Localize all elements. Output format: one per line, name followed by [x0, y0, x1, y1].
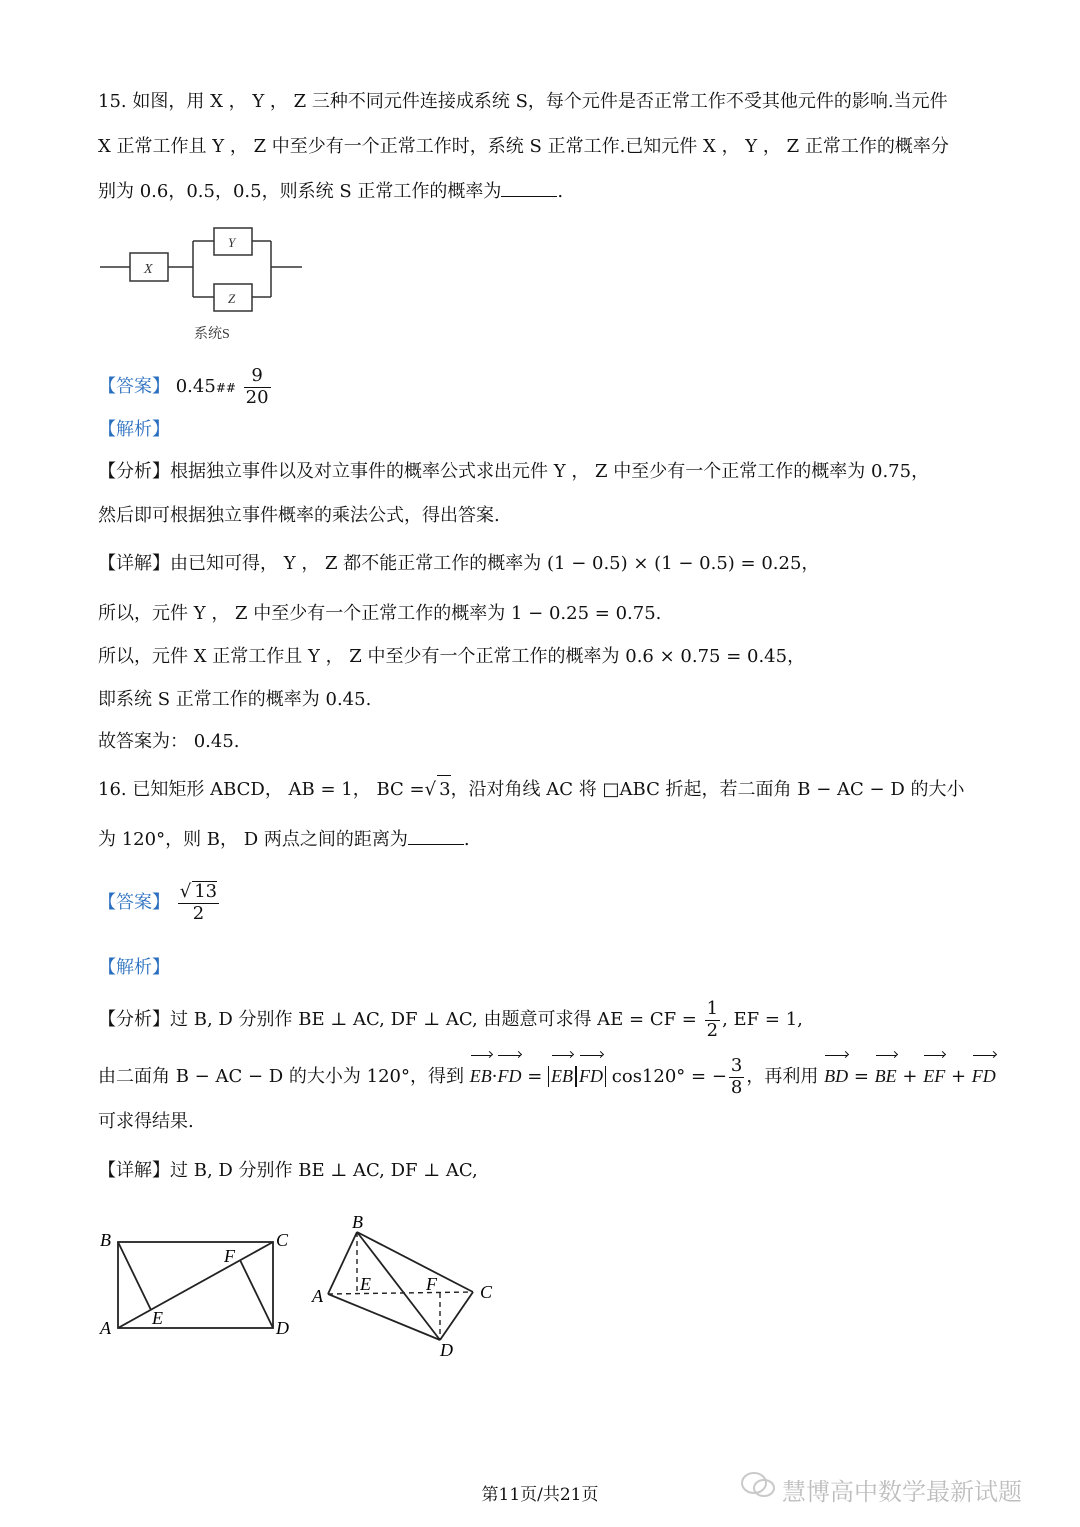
fenxi-2b: ，再利用	[746, 1066, 819, 1087]
page-footer: 第11页/共21页	[481, 1485, 599, 1505]
abs-eb	[548, 1066, 576, 1087]
fig1-label-f: F	[224, 1246, 235, 1266]
answer-fraction	[244, 366, 271, 408]
q16-line-1: 16. 已知矩形 ABCD， AB = 1， BC =√ 3，沿对角线 AC 将 □ABC 折起，若二面角 B − AC − D 的大小	[98, 775, 964, 804]
answer-blank	[501, 178, 557, 197]
fig2-label-e: E	[360, 1274, 371, 1294]
element-y-label: Y	[228, 235, 236, 250]
answer-separator: ##	[215, 381, 236, 395]
frac-num-3: 3	[730, 1054, 743, 1076]
q15-line-3-text: 别为 0.6，0.5，0.5，则系统 S 正常工作的概率为	[98, 181, 502, 202]
q15-answer	[98, 364, 273, 411]
detail-tag: 【详解】	[98, 553, 170, 574]
q15-line-3-end: .	[557, 181, 564, 202]
folded-figure	[310, 1210, 510, 1360]
fraction-numerator-16: √ 13	[179, 881, 218, 903]
q16-line-2-end: .	[463, 829, 470, 850]
watermark-text: 慧博高中数学最新试题	[782, 1478, 1022, 1506]
vector-fd-abs: FD	[579, 1054, 603, 1098]
q15-detail-2: 所以，元件 Y ， Z 中至少有一个正常工作的概率为 1 − 0.25 = 0.75.	[98, 603, 662, 624]
abs-fd	[576, 1066, 606, 1087]
vector-bd: BD	[824, 1054, 848, 1098]
fig2-label-d: D	[440, 1340, 453, 1360]
detail-text-16: 过 B, D 分别作 BE ⊥ AC, DF ⊥ AC,	[170, 1160, 478, 1181]
diagram-caption: 系统S	[194, 327, 230, 342]
q15-fenxi-2: 然后即可根据独立事件概率的乘法公式，得出答案.	[98, 505, 500, 526]
vector-ef: EF	[923, 1054, 945, 1098]
fig2-label-c: C	[480, 1282, 493, 1302]
plus-op-1: +	[902, 1066, 918, 1087]
half-num: 1	[706, 997, 719, 1019]
answer-value: 0.45	[175, 376, 216, 397]
element-x-label: X	[144, 262, 153, 277]
frac-den-8: 8	[730, 1076, 743, 1098]
sqrt-3: 3	[437, 775, 450, 804]
q15-detail-1	[98, 550, 819, 578]
q16-line-1-b: ，沿对角线 AC 将 □ABC 折起，若二面角 B − AC − D 的大小	[450, 779, 965, 800]
vector-eb-abs: EB	[551, 1054, 573, 1098]
fig1-label-d: D	[276, 1318, 289, 1338]
equals-op-2: =	[853, 1066, 869, 1087]
q16-answer	[98, 878, 221, 928]
fig1-label-c: C	[276, 1230, 289, 1250]
fraction-three-eighths	[729, 1056, 744, 1098]
q16-line-1-a: 16. 已知矩形 ABCD， AB = 1， BC =	[98, 779, 425, 800]
q16-line-2	[98, 826, 470, 854]
equals-op: =	[527, 1066, 543, 1087]
dot-op: ·	[491, 1066, 498, 1087]
q15-analysis-tag: 【解析】	[98, 419, 170, 440]
fenxi-2a: 由二面角 B − AC − D 的大小为 120°，得到	[98, 1066, 465, 1087]
q15-detail-5: 故答案为： 0.45.	[98, 731, 240, 752]
fraction-denominator-16: 2	[192, 903, 205, 924]
q15-line-1: 15. 如图，用 X ， Y ， Z 三种不同元件连接成系统 S，每个元件是否正常工作不受其他元件的影响.当元件	[98, 91, 948, 112]
fenxi-text: 根据独立事件以及对立事件的概率公式求出元件 Y ， Z 中至少有一个正常工作的概率为 0.75，	[170, 461, 930, 482]
cos-term: cos120° = −	[611, 1066, 727, 1087]
fraction-denominator: 20	[245, 386, 269, 408]
q16-line-2-text: 为 120°，则 B， D 两点之间的距离为	[98, 829, 408, 850]
vector-be: BE	[875, 1054, 897, 1098]
fraction-half	[705, 999, 720, 1041]
q15-detail-3: 所以，元件 X 正常工作且 Y ， Z 中至少有一个正常工作的概率为 0.6 × 0.75 = 0.45，	[98, 646, 806, 667]
plus-op-2: +	[950, 1066, 967, 1087]
answer-tag: 【答案】	[98, 376, 170, 397]
half-den: 2	[706, 1019, 719, 1041]
detail-tag-16: 【详解】	[98, 1160, 170, 1181]
q16-fenxi-3: 可求得结果.	[98, 1111, 194, 1132]
fenxi-tag: 【分析】	[98, 461, 170, 482]
fig2-label-f: F	[426, 1274, 437, 1294]
q15-line-3	[98, 178, 563, 206]
sqrt-13: 13	[194, 881, 218, 903]
vector-fd: FD	[497, 1054, 521, 1098]
q16-fenxi-1	[98, 998, 803, 1042]
fig1-label-e: E	[152, 1308, 163, 1328]
q15-detail-4: 即系统 S 正常工作的概率为 0.45.	[98, 689, 372, 710]
answer-blank-16	[408, 826, 464, 845]
fig1-label-a: A	[100, 1318, 111, 1338]
q16-fenxi-2	[98, 1054, 996, 1099]
fig2-label-b: B	[352, 1212, 363, 1232]
fenxi-1b: , EF = 1,	[722, 1009, 803, 1030]
system-s-diagram	[96, 220, 306, 345]
fenxi-tag-16: 【分析】	[98, 1009, 170, 1030]
fraction-numerator: 9	[244, 366, 271, 388]
q15-line-2: X 正常工作且 Y ， Z 中至少有一个正常工作时，系统 S 正常工作.已知元件 X ， Y ， Z 正常工作的概率分	[98, 136, 949, 157]
fig2-label-a: A	[312, 1286, 323, 1306]
detail-text: 由已知可得， Y ， Z 都不能正常工作的概率为 (1 − 0.5) × (1 − 0.5) = 0.25，	[170, 553, 820, 574]
vector-eb: EB	[470, 1054, 492, 1098]
element-z-label: Z	[228, 291, 236, 306]
answer-tag-16: 【答案】	[98, 892, 170, 913]
fenxi-1a: 过 B, D 分别作 BE ⊥ AC, DF ⊥ AC, 由题意可求得 AE = CF =	[170, 1009, 697, 1030]
answer-fraction-16	[178, 881, 219, 924]
fig1-label-b: B	[100, 1230, 111, 1250]
q16-detail-1	[98, 1157, 478, 1185]
q15-fenxi-1	[98, 458, 929, 486]
vector-fd-2: FD	[972, 1054, 996, 1098]
rectangle-figure	[96, 1222, 306, 1347]
q16-analysis-tag: 【解析】	[98, 957, 170, 978]
